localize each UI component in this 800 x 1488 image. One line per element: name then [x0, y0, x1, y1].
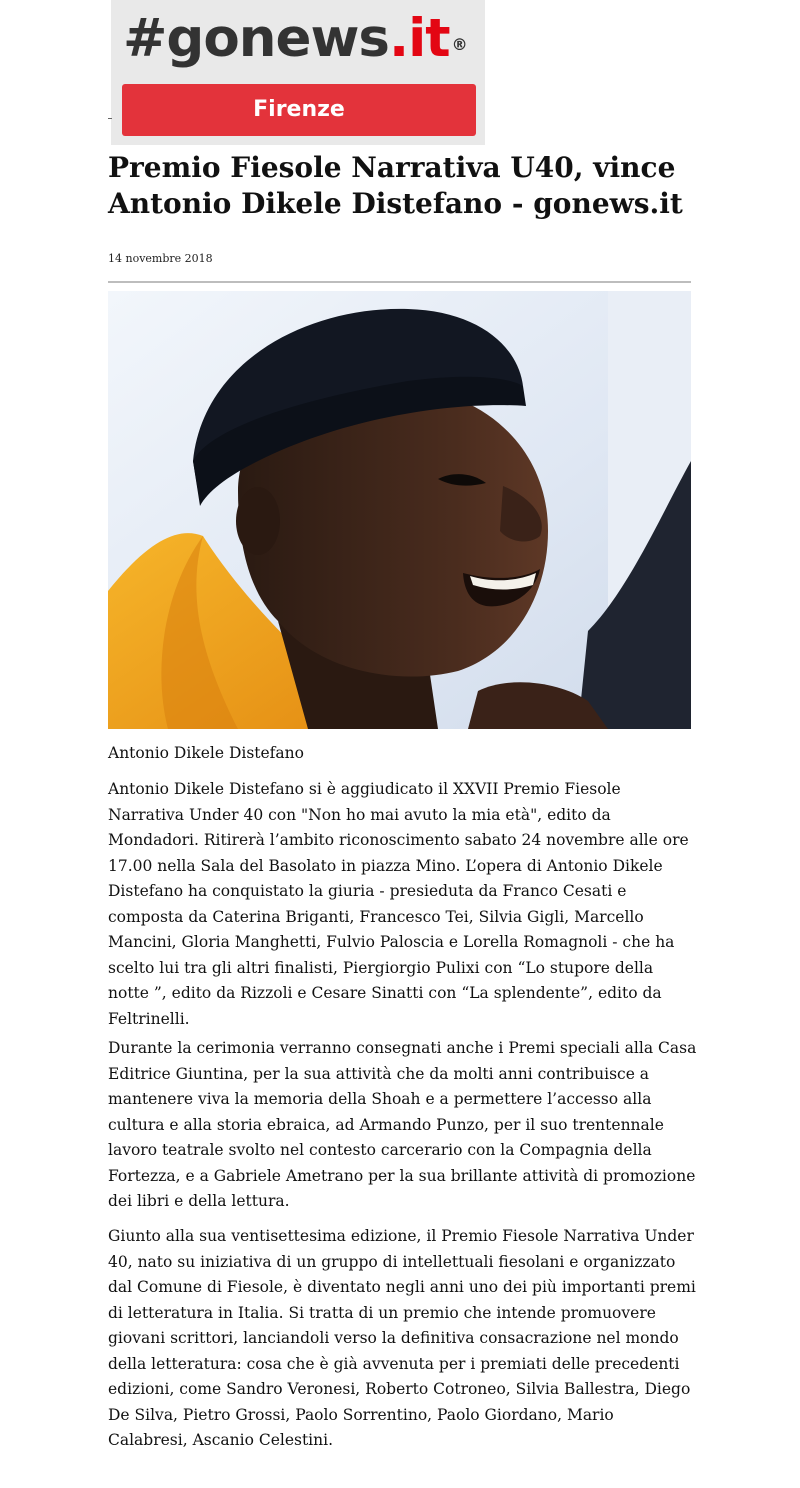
article-paragraph: Giunto alla sua ventisettesima edizione, il Premio Fiesole Narrativa Under 40, nato su iniziativa di un gruppo di intellettuali fiesolani e organizzato dal Comune di Fiesole, è diventato negli anni uno dei più importanti premi di letteratura in Italia. Si tratta di un premio che intende promuovere giovani scrittori, lanciandoli verso la definitiva consacrazione nel mondo della letteratura: cosa che è già avvenuta per i premiati delle precedenti edizioni, come Sandro Veronesi, Roberto Cotroneo, Silvia Ballestra, Diego De Silva, Pietro Grossi, Paolo Sorrentino, Paolo Giordano, Mario Calabresi, Ascanio Celestini. — [108, 1227, 696, 1449]
logo-city-label: Firenze — [122, 84, 476, 136]
article-paragraph: Durante la cerimonia verranno consegnati anche i Premi speciali alla Casa Editrice Giuntina, per la sua attività che da molti anni contribuisce a mantenere viva la memoria della Shoah e a permettere l’accesso alla cultura e alla storia ebraica, ad Armando Punzo, per il suo trentennale lavoro teatrale svolto nel contesto carcerario con la Compagnia della Fortezza, e a Gabriele Ametrano per la sua brillante attività di promozione dei libri e della lettura. — [108, 1039, 697, 1210]
stray-dash — [108, 118, 112, 119]
site-logo[interactable] — [111, 0, 485, 145]
article-photo — [108, 291, 691, 729]
article-date: 14 novembre 2018 — [108, 252, 213, 265]
title-divider — [108, 281, 691, 283]
article-title: Premio Fiesole Narrativa U40, vince Antonio Dikele Distefano - gonews.it — [108, 151, 683, 220]
photo-caption: Antonio Dikele Distefano — [108, 744, 304, 762]
article-paragraph: Antonio Dikele Distefano si è aggiudicato il XXVII Premio Fiesole Narrativa Under 40 con "Non ho mai avuto la mia età", edito da Mondadori. Ritirerà l’ambito riconoscimento sabato 24 novembre alle ore 17.00 nella Sala del Basolato in piazza Mino. L’opera di Antonio Dikele Distefano ha conquistato la giuria - presieduta da Franco Cesati e composta da Caterina Briganti, Francesco Tei, Silvia Gigli, Marcello Mancini, Gloria Manghetti, Fulvio Paloscia e Lorella Romagnoli - che ha scelto lui tra gli altri finalisti, Piergiorgio Pulixi con “Lo stupore della notte ”, edito da Rizzoli e Cesare Sinatti con “La splendente”, edito da Feltrinelli. — [108, 780, 689, 1028]
logo-wordmark — [123, 8, 467, 70]
logo-tld: .it — [388, 8, 450, 69]
registered-mark: ® — [451, 35, 467, 54]
logo-name: gonews — [166, 8, 389, 69]
logo-hash: # — [123, 8, 167, 69]
